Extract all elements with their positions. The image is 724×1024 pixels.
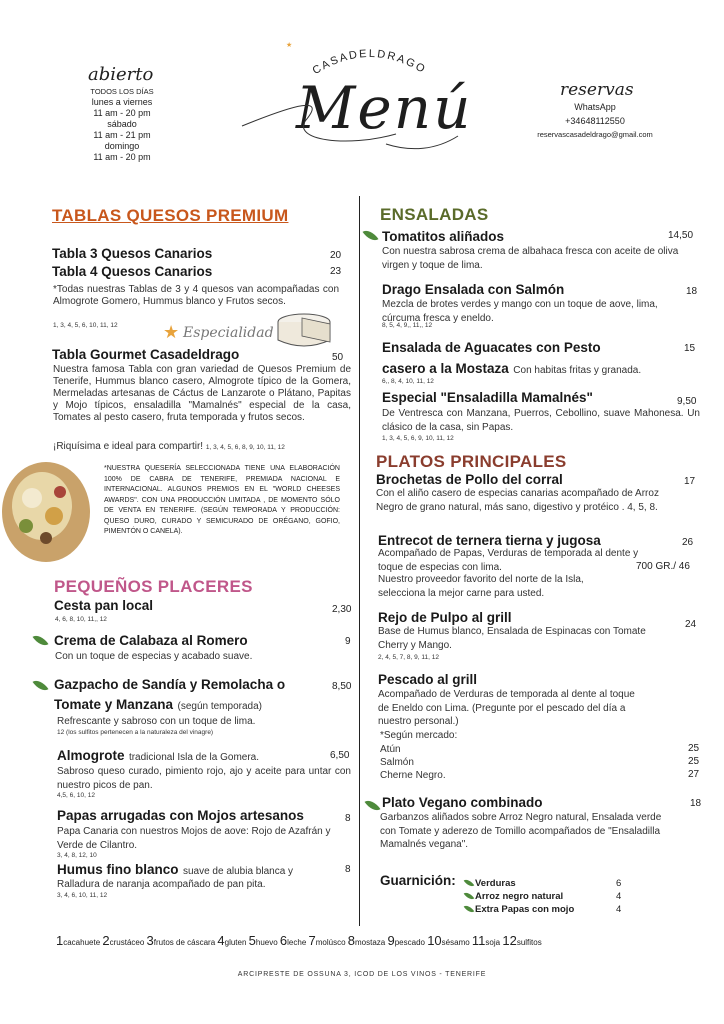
almogrote-name: Almogrote — [57, 748, 125, 763]
allergen-label: gluten — [224, 938, 247, 947]
allergen-label: mostaza — [355, 938, 386, 947]
allergen-label: pescado — [394, 938, 425, 947]
hours-title: abierto — [88, 64, 154, 85]
tabla3-price: 20 — [330, 250, 342, 261]
allergen-label: molúsco — [315, 938, 346, 947]
aguacates-line2 — [382, 360, 641, 378]
svg-text:CASADELDRAGO — [310, 48, 428, 77]
pequenos-title: PEQUEÑOS PLACERES — [54, 577, 253, 596]
calabaza-price: 9 — [345, 636, 351, 647]
allergen-num: 2 — [102, 933, 110, 948]
gourmet-allergens: 1, 3, 4, 5, 6, 8, 9, 10, 11, 12 — [205, 444, 285, 451]
allergen-label: frutos de cáscara — [153, 938, 216, 947]
gourmet-name: Tabla Gourmet Casadeldrago — [52, 347, 240, 362]
pescado-atun-price: 25 — [688, 743, 700, 754]
whatsapp-label: WhatsApp — [574, 102, 616, 112]
gourmet-last-text: ¡Riquísima e ideal para compartir! — [53, 441, 204, 452]
allergen-num: 7 — [308, 933, 316, 948]
allergen-num: 10 — [427, 933, 442, 948]
pescado-cherne-price: 27 — [688, 769, 700, 780]
almogrote-title — [57, 747, 259, 765]
title-swash — [236, 86, 466, 156]
allergen-num: 9 — [387, 933, 395, 948]
brochetas-desc: Con el aliño casero de especias canarias acompañado de Arroz Negro de grano natural, más sano, digestivo y protéico . 4, 5, 8. — [376, 488, 659, 513]
guarnicion-item — [466, 890, 636, 903]
allergen-label: leche — [287, 938, 307, 947]
pescado-mercado: *Según mercado: — [380, 730, 458, 741]
almogrote-extra: tradicional Isla de la Gomera. — [128, 752, 260, 763]
guarnicion-item-name: Verduras — [475, 878, 516, 889]
salmon-desc: Mezcla de brotes verdes y mango con un toque de aove, lima, cúrcuma fresca y eneldo. — [382, 299, 658, 324]
entrecot-price2: 700 GR./ 46 — [636, 561, 690, 572]
allergen-num: 4 — [217, 933, 225, 948]
almogrote-allergens: 4,5, 6, 10, 12 — [57, 792, 95, 799]
vegan-leaf-icon — [363, 227, 379, 244]
mamalnes-price: 9,50 — [677, 396, 697, 407]
hours-line: lunes a viernes — [91, 97, 153, 107]
brand-name: CASADELDRAGO — [310, 47, 429, 78]
pulpo-desc: Base de Humus blanco, Ensalada de Espinacas con Tomate Cherry y Mango. — [378, 626, 646, 651]
hours-line: sábado — [107, 119, 137, 129]
queseria-note: *NUESTRA QUESERÍA SELECCIONADA TIENE UNA ELABORACIÓN 100% DE CABRA DE TENERIFE, PREMIADA NACIONAL E INTERNACIONAL. ALGUNOS PREMIOS EN EL "WORLD CHEESES AWARDS". CON UNA PRODUCCIÓN LIMITADA , DE MOMENTO SÓLO DE VENTA EN TENERIFE. (SEGÚN TEMPORADA Y PRODUCCIÓN: QUESO DURO, CURADO Y SEMICURADO DE ORÉGANO, GOFIO, PIMENTÓN O CANELA). — [104, 465, 340, 535]
cheese-board-photo — [2, 456, 98, 568]
allergen-label: crustáceo — [109, 938, 145, 947]
guarnicion-item — [466, 877, 636, 890]
pescado-salmon-price: 25 — [688, 756, 700, 767]
salmon-price: 18 — [686, 286, 698, 297]
vegano-name: Plato Vegano combinado — [382, 795, 543, 810]
calabaza-name: Crema de Calabaza al Romero — [54, 633, 248, 648]
tablas-title: TABLAS QUESOS PREMIUM — [52, 206, 289, 225]
papas-name: Papas arrugadas con Mojos artesanos — [57, 808, 304, 823]
allergen-num: 6 — [279, 933, 288, 948]
mamalnes-allergens: 1, 3, 4, 5, 6, 9, 10, 11, 12 — [382, 435, 454, 442]
cheese-illustration — [272, 308, 338, 358]
pescado-salmon: Salmón — [380, 757, 414, 768]
allergen-num: 1 — [56, 933, 64, 948]
entrecot-name: Entrecot de ternera tierna y jugosa — [378, 533, 601, 548]
pescado-cherne: Cherne Negro. — [380, 770, 446, 781]
allergen-num: 3 — [146, 933, 154, 948]
gourmet-desc: Nuestra famosa Tabla con gran variedad de Quesos Premium de Tenerife, Hummus blanco casero, Almogrote típico de la Gomera, Mermeladas artesanas de Cáctus de Lanzarote o Plátano, Papitas y Mojo típicos, ensaladilla "Mamalnés" especial de la casa, Tomates al pesto casero, fruta temporada y frutos secos. — [53, 364, 351, 423]
vegan-leaf-icon — [365, 797, 381, 814]
pulpo-name: Rejo de Pulpo al grill — [378, 610, 512, 625]
tabla3-name: Tabla 3 Quesos Canarios — [52, 246, 213, 261]
mamalnes-desc: De Ventresca con Manzana, Puerros, Cebollino, suave Mahonesa. Un clásico de la casa, sin Papas. — [382, 408, 700, 433]
humus-price: 8 — [345, 864, 351, 875]
gazpacho-extra: (según temporada) — [177, 701, 262, 712]
brochetas-name: Brochetas de Pollo del corral — [376, 472, 563, 487]
vegan-leaf-icon — [33, 632, 49, 649]
tomatitos-desc: Con nuestra sabrosa crema de albahaca fresca con aceite de oliva virgen y toque de lima. — [382, 246, 679, 271]
papas-allergens: 3, 4, 8, 12, 10 — [57, 852, 97, 859]
tomatitos-price: 14,50 — [668, 230, 694, 241]
pescado-desc: Acompañado de Verduras de temporada al dente al toque de Eneldo con Lima. (Pregunte por el pescado del día a nuestro personal.) — [378, 689, 635, 727]
hours-line: 11 am - 20 pm — [93, 152, 151, 162]
humus-desc: Ralladura de naranja acompañado de pan pita. — [57, 879, 266, 890]
salmon-name: Drago Ensalada con Salmón — [382, 282, 565, 297]
email-link[interactable]: reservascasadeldrago@gmail.com — [537, 130, 653, 139]
guarnicion-item-price: 6 — [616, 878, 622, 889]
allergen-label: huevo — [255, 938, 278, 947]
papas-price: 8 — [345, 813, 351, 824]
tablas-allergens: 1, 3, 4, 5, 6, 10, 11, 12 — [53, 322, 118, 329]
entrecot-desc1: Acompañado de Papas, Verduras de temporada al dente y toque de especias con lima. — [378, 548, 639, 573]
hours-line: domingo — [104, 141, 140, 151]
brochetas-price: 17 — [684, 476, 696, 487]
guarnicion-item-price: 4 — [616, 904, 622, 915]
humus-title — [57, 861, 293, 879]
guarnicion-title: Guarnición: — [380, 873, 456, 888]
humus-extra: suave de alubia blanca y — [182, 866, 294, 877]
principales-title: PLATOS PRINCIPALES — [376, 452, 567, 471]
gazpacho-price: 8,50 — [332, 681, 352, 692]
tablas-desc: *Todas nuestras Tablas de 3 y 4 quesos van acompañadas con Almogrote Gomero, Hummus blanco y Frutos secos. — [53, 284, 339, 307]
guarnicion-list — [466, 877, 636, 916]
guarnicion-item — [466, 903, 636, 916]
tabla4-name: Tabla 4 Quesos Canarios — [52, 264, 213, 279]
mamalnes-name: Especial "Ensaladilla Mamalnés" — [382, 390, 593, 405]
guarnicion-item-name: Arroz negro natural — [475, 891, 564, 902]
allergen-label: sulfitos — [516, 938, 542, 947]
menu-title: Menú — [296, 74, 473, 142]
vegano-desc: Garbanzos aliñados sobre Arroz Negro natural, Ensalada verde con Tomate y aderezo de Tomillo acompañados de "Ensaladilla Mamalnés vegana". — [380, 812, 662, 850]
aguacates-extra: Con habitas fritas y granada. — [513, 365, 642, 376]
footer-address: ARCIPRESTE DE OSSUNA 3, ICOD DE LOS VINOS - TENERIFE — [237, 971, 487, 978]
star-icon: ★ — [163, 322, 180, 342]
pulpo-price: 24 — [685, 619, 697, 630]
pescado-name: Pescado al grill — [378, 672, 478, 687]
gazpacho-name2 — [54, 696, 262, 714]
pulpo-allergens: 2, 4, 5, 7, 8, 9, 11, 12 — [378, 654, 439, 661]
gourmet-last — [53, 440, 285, 455]
aguacates-name2: casero a la Mostaza — [382, 361, 509, 376]
guarnicion-item-price: 4 — [616, 891, 622, 902]
opening-hours — [78, 86, 166, 163]
tomatitos-name: Tomatitos aliñados — [382, 229, 505, 244]
allergen-num: 11 — [471, 933, 486, 948]
reservas-title: reservas — [560, 80, 634, 100]
gazpacho-name2-text: Tomate y Manzana — [54, 697, 174, 712]
allergen-label: soja — [485, 938, 501, 947]
phone-link[interactable]: +34648112550 — [565, 116, 625, 126]
gazpacho-name: Gazpacho de Sandía y Remolacha o — [54, 677, 286, 692]
ensaladas-title: ENSALADAS — [380, 205, 489, 224]
pan-name: Cesta pan local — [54, 598, 154, 613]
allergen-label: cacahuete — [63, 938, 101, 947]
star-icon: ★ — [286, 42, 293, 49]
allergen-num: 5 — [248, 933, 256, 948]
hours-line: 11 am - 21 pm — [93, 130, 151, 140]
entrecot-price: 26 — [682, 537, 694, 548]
vegan-leaf-icon — [464, 904, 475, 916]
hours-line: 11 am - 20 pm — [93, 108, 151, 118]
allergen-legend — [56, 933, 676, 948]
especialidad-label: Especialidad — [183, 325, 274, 341]
salmon-allergens: 8, 5, 4, 9,, 11,, 12 — [382, 322, 433, 329]
tabla4-price: 23 — [330, 266, 342, 277]
gourmet-price: 50 — [332, 352, 344, 363]
pan-allergens: 4, 6, 8, 10, 11,, 12 — [55, 616, 107, 623]
pan-price: 2,30 — [332, 604, 352, 615]
pescado-atun: Atún — [380, 744, 401, 755]
aguacates-name1: Ensalada de Aguacates con Pesto — [382, 340, 601, 355]
allergen-num: 8 — [347, 933, 356, 948]
reservas-info — [530, 100, 660, 142]
entrecot-desc2: Nuestro proveedor favorito del norte de la Isla, selecciona la mejor carne para usted. — [378, 574, 584, 599]
papas-desc: Papa Canaria con nuestros Mojos de aove: Rojo de Azafrán y Verde de Cilantro. — [57, 826, 331, 851]
humus-name: Humus fino blanco — [57, 862, 179, 877]
guarnicion-item-name: Extra Papas con mojo — [475, 904, 575, 915]
allergen-num: 12 — [502, 933, 517, 948]
vegan-leaf-icon — [464, 878, 475, 890]
aguacates-price: 15 — [684, 343, 696, 354]
almogrote-desc: Sabroso queso curado, pimiento rojo, ajo y aceite para untar con nuestro picos de pan. — [57, 766, 351, 791]
almogrote-price: 6,50 — [330, 750, 350, 761]
aguacates-allergens: 6,, 8, 4, 10, 11, 12 — [382, 378, 434, 385]
gazpacho-allergens: 12 (los sulfitos pertenecen a la naturaleza del vinagre) — [57, 729, 214, 736]
column-divider — [359, 196, 360, 926]
humus-allergens: 3, 4, 6, 10, 11, 12 — [57, 892, 108, 899]
vegano-price: 18 — [690, 798, 702, 809]
vegan-leaf-icon — [464, 891, 475, 903]
hours-line: TODOS LOS DÍAS — [90, 87, 154, 96]
calabaza-desc: Con un toque de especias y acabado suave. — [55, 651, 253, 662]
vegan-leaf-icon — [33, 677, 49, 694]
gazpacho-desc: Refrescante y sabroso con un toque de lima. — [57, 716, 256, 727]
allergen-label: sésamo — [441, 938, 470, 947]
